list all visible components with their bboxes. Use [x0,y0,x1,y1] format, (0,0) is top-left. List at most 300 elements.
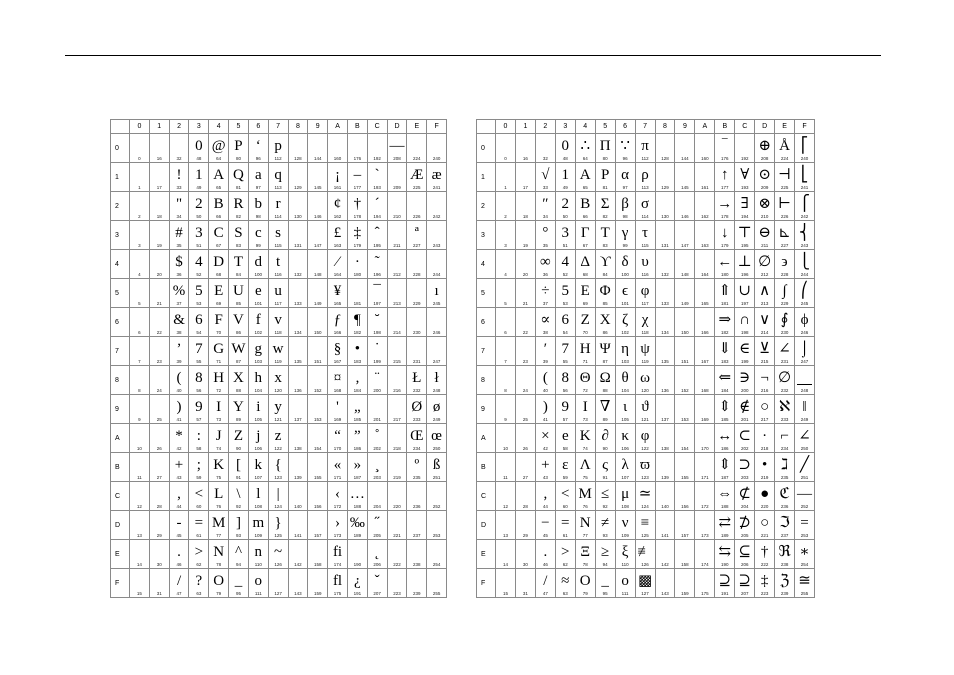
char-code: 28 [522,504,528,509]
row-header: E [111,540,130,569]
glyph: ∠ [778,341,791,357]
row-header: 4 [477,250,496,279]
char-cell [695,279,715,308]
char-cell [535,569,555,598]
glyph: ↔ [717,428,733,444]
glyph: « [333,457,342,473]
char-cell [715,134,735,163]
char-code: 233 [413,417,421,422]
char-code: 238 [780,562,789,567]
char-code: 24 [522,388,528,393]
character-table-right [476,119,815,598]
glyph: 0 [561,138,570,154]
char-code: 231 [780,359,789,364]
char-cell [575,192,595,221]
char-cell [387,511,407,540]
glyph: ⊤ [737,225,752,241]
glyph: ] [235,515,241,531]
char-code: 63 [196,591,202,596]
glyph: ⊂ [738,428,751,444]
char-code: 26 [156,446,162,451]
glyph: ≠ [601,515,610,531]
glyph: Γ [580,225,590,241]
char-cell [675,134,695,163]
char-code: 221 [393,533,401,538]
char-cell [595,395,615,424]
char-code: 75 [582,475,588,480]
char-code: 40 [176,388,182,393]
char-cell [715,424,735,453]
char-code: 253 [800,533,809,538]
char-code: 178 [353,214,362,219]
char-code: 250 [432,446,441,451]
char-code: 170 [701,446,709,451]
char-code: 246 [800,330,809,335]
glyph: § [333,341,342,357]
char-code: 49 [196,185,202,190]
glyph: ! [176,167,182,183]
char-code: 181 [353,301,362,306]
glyph: < [561,486,570,502]
glyph: _ [234,573,243,589]
char-code: 91 [235,475,241,480]
table-row [477,569,815,598]
char-cell [775,569,795,598]
char-code: 150 [681,330,689,335]
char-cell [715,163,735,192]
char-cell [515,424,535,453]
glyph: L [214,486,224,502]
char-code: 109 [621,533,629,538]
char-code: 22 [522,330,528,335]
char-code: 40 [542,388,548,393]
char-code: 235 [413,475,421,480]
char-cell [755,250,775,279]
glyph: ∉ [739,399,751,415]
char-cell [595,221,615,250]
table-row [111,163,447,192]
glyph: ƒ [333,312,342,328]
glyph: Ω [599,370,611,386]
char-cell [229,163,249,192]
column-header-row [111,120,447,134]
char-cell [427,511,447,540]
glyph: h [254,370,263,386]
char-cell [555,395,575,424]
column-header: 3 [189,120,209,134]
char-code: 182 [721,330,729,335]
char-code: 99 [255,243,261,248]
glyph: ∀ [740,167,750,183]
glyph: | [276,486,280,502]
char-code: 198 [373,330,381,335]
char-code: 151 [681,359,689,364]
char-code: 70 [582,330,588,335]
char-cell [595,163,615,192]
glyph: ⊇ [738,573,751,589]
char-cell [387,134,407,163]
char-code: 172 [701,504,709,509]
char-cell [496,569,516,598]
char-code: 197 [373,301,381,306]
glyph: Z [580,312,590,328]
glyph: ⇆ [718,544,732,560]
char-code: 195 [373,243,381,248]
char-cell [347,540,367,569]
char-code: 188 [353,504,362,509]
char-cell [427,395,447,424]
char-code: 16 [156,156,162,161]
char-code: 103 [621,359,629,364]
char-code: 127 [274,591,282,596]
char-code: 68 [216,272,222,277]
char-cell [427,279,447,308]
char-code: 21 [522,301,528,306]
char-code: 229 [780,301,789,306]
char-code: 171 [701,475,709,480]
glyph: l [256,486,261,502]
glyph: ∮ [780,312,789,328]
glyph: ● [760,486,770,502]
glyph: ℭ [779,486,790,502]
char-code: 228 [780,272,789,277]
table-row [111,250,447,279]
char-code: 30 [522,562,528,567]
char-code: 130 [294,214,302,219]
glyph: } [274,515,282,531]
char-cell [496,250,516,279]
char-code: 151 [313,359,322,364]
char-cell [675,221,695,250]
char-code: 208 [393,156,401,161]
glyph: ˆ [374,225,380,241]
char-code: 94 [235,562,241,567]
glyph: → [717,196,733,212]
char-code: 253 [432,533,441,538]
char-cell [535,279,555,308]
char-cell [407,366,427,395]
char-cell [248,569,268,598]
char-cell [575,221,595,250]
char-code: 110 [254,562,262,567]
char-cell [328,511,348,540]
char-code: 170 [333,446,342,451]
char-code: 136 [294,388,302,393]
char-cell [535,308,555,337]
char-cell [130,511,150,540]
char-cell [347,395,367,424]
header-rule [65,55,881,56]
char-cell [248,511,268,540]
char-cell [635,569,655,598]
char-code: 21 [156,301,162,306]
table-row [477,250,815,279]
char-cell [248,453,268,482]
glyph: H [213,370,225,386]
glyph: ∝ [540,312,551,328]
char-cell [149,482,169,511]
char-code: 217 [393,417,401,422]
char-cell [575,453,595,482]
char-code: 109 [254,533,263,538]
glyph: 6 [195,312,203,328]
char-code: 156 [313,504,322,509]
glyph: ∫ [782,283,787,299]
glyph: ∩ [739,312,751,328]
char-code: 93 [235,533,241,538]
char-code: 211 [393,243,401,248]
char-cell [555,569,575,598]
glyph: ℑ [779,515,790,531]
char-code: 92 [235,504,241,509]
char-code: 14 [502,562,508,567]
table-row [111,569,447,598]
char-cell [149,279,169,308]
char-cell [169,163,189,192]
row-header: 2 [111,192,130,221]
char-code: 210 [760,214,769,219]
char-code: 7 [138,359,141,364]
char-code: 29 [522,533,528,538]
char-cell [130,482,150,511]
glyph: ∠ [798,428,811,444]
char-code: 230 [780,330,789,335]
char-code: 104 [254,388,263,393]
char-cell [635,453,655,482]
char-cell [209,482,229,511]
char-cell [407,511,427,540]
char-cell [427,308,447,337]
char-code: 8 [138,388,141,393]
glyph: ⊾ [778,225,791,241]
row-header: 1 [111,163,130,192]
char-code: 101 [254,301,263,306]
char-cell [130,424,150,453]
char-cell [595,192,615,221]
char-cell [248,134,268,163]
char-cell [675,453,695,482]
char-code: 219 [393,475,401,480]
char-code: 20 [156,272,162,277]
glyph: H [579,341,591,357]
row-header: D [111,511,130,540]
char-code: 215 [393,359,401,364]
char-code: 122 [641,446,649,451]
column-header: 5 [595,120,615,134]
char-cell [715,569,735,598]
char-cell [755,337,775,366]
char-code: 132 [661,272,669,277]
char-cell [675,250,695,279]
char-cell [149,308,169,337]
glyph: Π [599,138,611,154]
char-cell [268,395,288,424]
char-code: 90 [602,446,608,451]
char-code: 105 [621,417,629,422]
glyph: ∵ [620,138,630,154]
glyph: ≅ [798,573,811,589]
glyph: ¯ [373,283,381,299]
table-corner [111,120,130,134]
table-row [477,395,815,424]
glyph: ' [336,399,339,415]
char-code: 145 [313,185,322,190]
char-cell [695,482,715,511]
glyph: 8 [195,370,203,386]
glyph: # [175,225,183,241]
char-cell [755,395,775,424]
char-cell [169,511,189,540]
glyph: · [354,254,360,270]
char-cell [189,279,209,308]
char-cell [795,134,815,163]
char-cell [189,424,209,453]
char-code: 146 [313,214,322,219]
row-header: 9 [111,395,130,424]
char-code: 250 [800,446,809,451]
char-code: 102 [254,330,263,335]
char-cell [407,395,427,424]
char-cell [755,134,775,163]
table-row [477,366,815,395]
char-code: 176 [353,156,362,161]
char-cell [735,424,755,453]
column-header: 2 [535,120,555,134]
char-code: 160 [333,156,342,161]
glyph: ϶ [781,254,788,270]
char-code: 193 [740,185,749,190]
glyph: r [275,196,281,212]
char-code: 144 [681,156,689,161]
char-cell [675,192,695,221]
glyph: F [214,312,223,328]
char-code: 50 [562,214,568,219]
char-code: 103 [254,359,263,364]
glyph: Æ [410,167,424,183]
char-code: 166 [333,330,342,335]
char-cell [407,163,427,192]
char-code: 252 [432,504,441,509]
char-cell [775,134,795,163]
char-code: 173 [333,533,342,538]
char-code: 208 [760,156,769,161]
char-cell [248,482,268,511]
char-cell [695,192,715,221]
char-cell [635,134,655,163]
char-cell [795,250,815,279]
char-code: 242 [800,214,809,219]
char-code: 18 [522,214,528,219]
char-cell [367,337,387,366]
char-code: 123 [274,475,282,480]
char-code: 158 [313,562,322,567]
char-cell [189,482,209,511]
char-code: 104 [621,388,629,393]
char-code: 237 [780,533,789,538]
char-code: 61 [196,533,202,538]
table-row [111,395,447,424]
char-cell [407,250,427,279]
glyph: < [194,486,204,502]
char-cell [655,221,675,250]
glyph: ξ [621,544,629,560]
char-cell [149,540,169,569]
char-code: 196 [740,272,749,277]
row-header: 7 [111,337,130,366]
glyph: θ [621,370,629,386]
glyph: z [274,428,282,444]
char-cell [308,134,328,163]
char-code: 203 [740,475,749,480]
char-cell [735,395,755,424]
char-cell [755,366,775,395]
char-code: 94 [602,562,608,567]
glyph: ; [196,457,201,473]
char-cell [328,192,348,221]
char-cell [535,134,555,163]
char-cell [496,308,516,337]
glyph: ‘ [255,138,261,154]
glyph: ω [640,370,650,386]
char-cell [209,511,229,540]
char-code: 77 [216,533,222,538]
char-code: 185 [721,417,729,422]
glyph: ς [602,457,609,473]
char-code: 43 [542,475,548,480]
char-cell [347,511,367,540]
char-code: 134 [294,330,302,335]
glyph: , [177,486,181,502]
char-code: 86 [602,330,608,335]
char-cell [347,221,367,250]
char-cell [535,395,555,424]
glyph: P [600,167,610,183]
char-code: 107 [621,475,629,480]
char-code: 112 [274,156,282,161]
char-cell [795,540,815,569]
char-code: 135 [661,359,669,364]
char-code: 67 [582,243,588,248]
glyph: ○ [760,399,770,415]
char-cell [149,163,169,192]
glyph: = [194,515,204,531]
glyph: . [177,544,181,560]
char-cell [775,279,795,308]
char-cell [655,453,675,482]
char-cell [367,279,387,308]
char-cell [655,540,675,569]
char-cell [427,134,447,163]
char-code: 117 [641,301,649,306]
char-cell [595,366,615,395]
char-cell [715,395,735,424]
char-cell [655,192,675,221]
char-cell [695,134,715,163]
char-code: 78 [216,562,222,567]
char-cell [268,366,288,395]
char-cell [575,424,595,453]
char-cell [735,511,755,540]
char-cell [735,134,755,163]
char-cell [755,511,775,540]
glyph: ∞ [539,254,551,270]
char-code: 53 [562,301,568,306]
char-cell [189,366,209,395]
char-cell [308,424,328,453]
row-header: 7 [477,337,496,366]
char-cell [209,134,229,163]
char-code: 205 [740,533,749,538]
